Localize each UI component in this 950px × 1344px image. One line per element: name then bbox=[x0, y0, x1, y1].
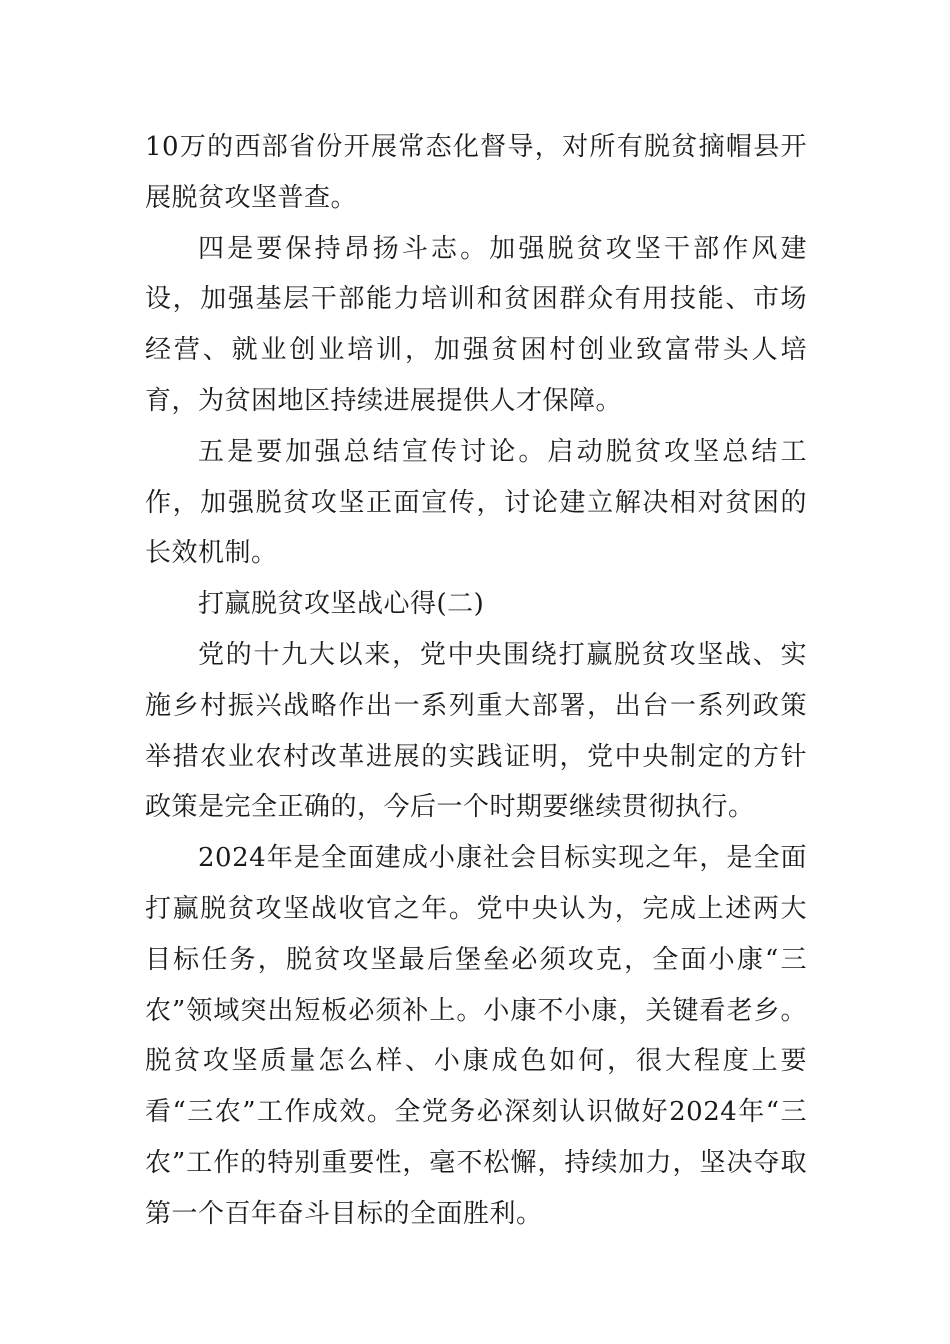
paragraph-point-four: 四是要保持昂扬斗志。加强脱贫攻坚干部作风建设，加强基层干部能力培训和贫困群众有用技能、市场经营、就业创业培训，加强贫困村创业致富带头人培育，为贫困地区持续进展提供人才保障。 bbox=[145, 233, 807, 416]
paragraph-continuation: 10万的西部省份开展常态化督导，对所有脱贫摘帽县开展脱贫攻坚普查。 bbox=[145, 132, 807, 213]
paragraph-2024-goals: 2024年是全面建成小康社会目标实现之年，是全面打赢脱贫攻坚战收官之年。党中央认为，完成上述两大目标任务，脱贫攻坚最后堡垒必须攻克，全面小康“三农”领域突出短板必须补上。小康不小康，关键看老乡。脱贫攻坚质量怎么样、小康成色如何，很大程度上要看“三农”工作成效。全党务必深刻认识做好2024年“三农”工作的特别重要性，毫不松懈，持续加力，坚决夺取第一个百年奋斗目标的全面胜利。 bbox=[145, 843, 807, 1229]
document-body bbox=[145, 122, 807, 1240]
paragraph-nineteenth-congress: 党的十九大以来，党中央围绕打赢脱贫攻坚战、实施乡村振兴战略作出一系列重大部署，出台一系列政策举措农业农村改革进展的实践证明，党中央制定的方针政策是完全正确的，今后一个时期要继续贯彻执行。 bbox=[145, 639, 807, 823]
paragraph-point-five: 五是要加强总结宣传讨论。启动脱贫攻坚总结工作，加强脱贫攻坚正面宣传，讨论建立解决相对贫困的长效机制。 bbox=[145, 436, 807, 569]
section-heading: 打赢脱贫攻坚战心得(二) bbox=[198, 589, 485, 620]
